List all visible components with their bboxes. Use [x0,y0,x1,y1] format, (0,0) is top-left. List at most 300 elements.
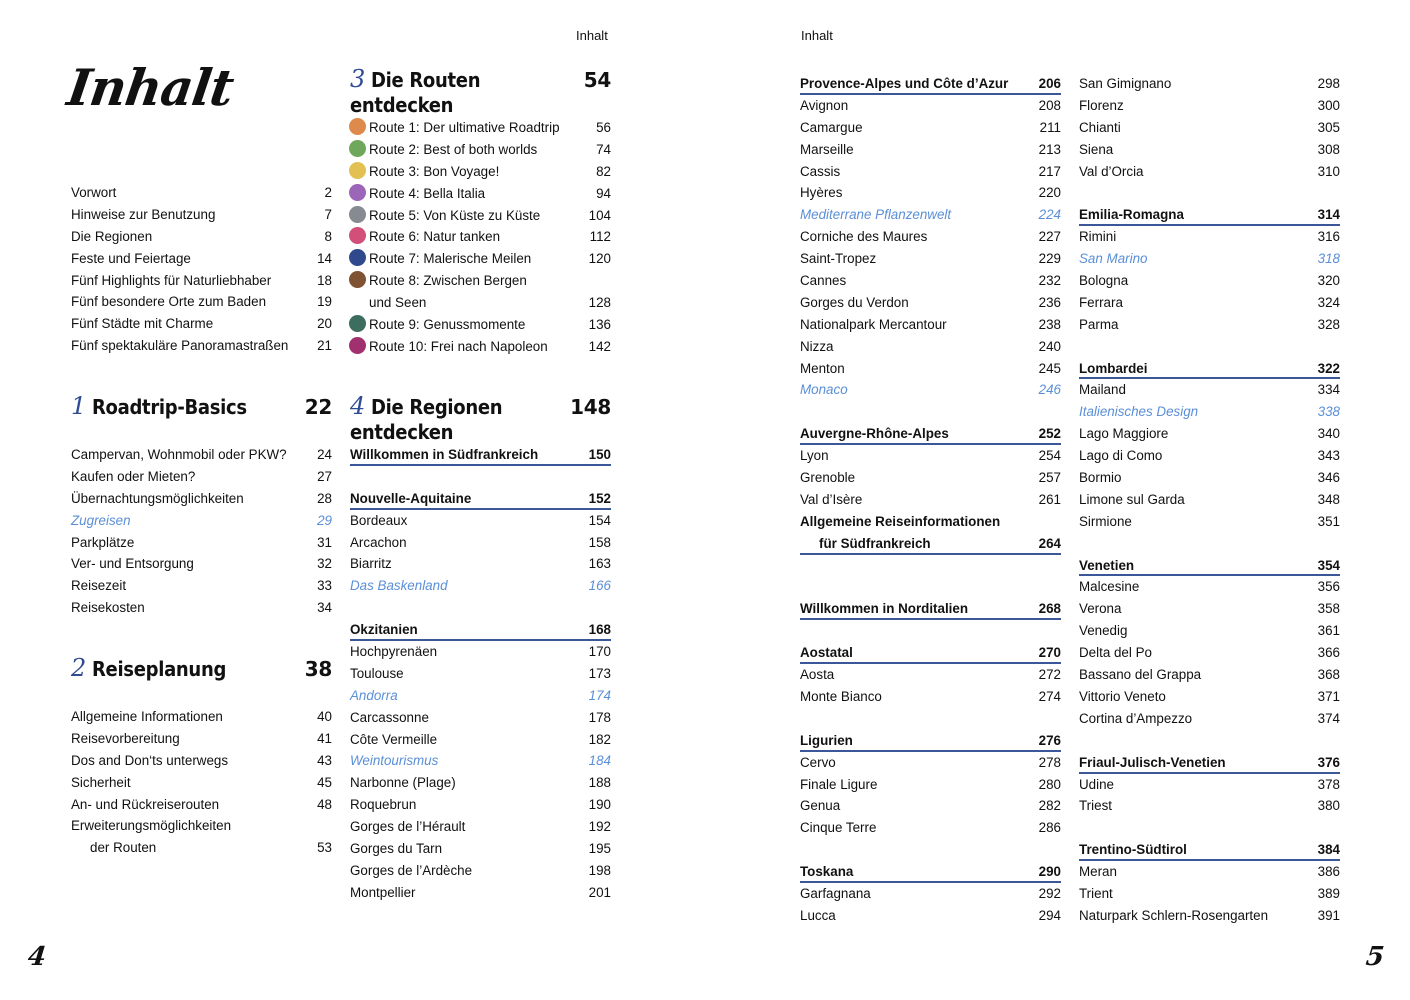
entry-page: 227 [1038,229,1061,245]
entry-page: 224 [1038,207,1061,223]
entry-page: 158 [588,534,611,550]
spacer [1079,817,1340,839]
chapter-2-items [71,706,332,859]
entry-label: Hyères [800,185,843,201]
chapter-1 [71,392,332,619]
toc-entry[interactable] [71,182,332,204]
entry-label: Willkommen in Südfrankreich [350,447,539,462]
toc-entry[interactable] [1079,642,1340,664]
toc-entry[interactable] [350,816,611,838]
chapter-2 [71,654,332,859]
chapter-number: 2 [71,654,86,682]
toc-entry[interactable] [350,117,611,139]
entry-page: 351 [1317,513,1340,529]
entry-page: 190 [588,797,611,813]
toc-entry[interactable] [350,772,611,794]
toc-section-entry[interactable] [350,488,611,510]
entry-label: Willkommen in Norditalien [800,601,969,617]
toc-entry[interactable] [1079,576,1340,598]
chapter-1-items [71,444,332,619]
toc-entry[interactable] [1079,489,1340,511]
entry-page: 252 [1038,426,1061,442]
spacer [800,401,1061,423]
toc-entry[interactable] [800,336,1061,358]
toc-section-entry[interactable] [1079,752,1340,774]
entry-label: Montpellier [350,884,416,900]
toc-entry[interactable] [1079,861,1340,883]
toc-entry[interactable] [800,139,1061,161]
entry-page: 7 [324,206,332,222]
route-label-wrap [350,314,525,336]
toc-entry[interactable] [800,117,1061,139]
entry-page: 280 [1038,776,1061,792]
toc-entry[interactable] [71,597,332,619]
entry-page: 29 [317,512,332,528]
entry-label: Chianti [1079,119,1121,135]
entry-page: 378 [1317,776,1340,792]
toc-entry[interactable] [71,335,332,357]
entry-label: Reisekosten [71,600,145,616]
spacer [1079,336,1340,358]
toc-entry[interactable] [71,313,332,335]
toc-entry[interactable] [350,750,611,772]
chapter-title: Reiseplanung [91,657,227,681]
entry-page: 2 [324,185,332,200]
entry-page: 264 [1038,535,1061,551]
toc-section-entry[interactable] [800,533,1061,555]
entry-page: 41 [317,730,332,746]
toc-entry[interactable] [800,226,1061,248]
toc-entry[interactable] [350,270,611,292]
toc-entry[interactable] [71,706,332,728]
toc-entry[interactable] [1079,795,1340,817]
spacer [350,597,611,619]
toc-section-entry[interactable] [800,730,1061,752]
toc-entry[interactable] [1079,270,1340,292]
toc-entry[interactable] [350,882,611,904]
entry-label: Gorges du Tarn [350,841,443,857]
spacer [800,839,1061,861]
entry-page: 348 [1317,491,1340,507]
toc-entry[interactable] [350,161,611,183]
toc-entry[interactable] [800,248,1061,270]
toc-entry[interactable] [71,510,332,532]
entry-label: Gorges de l’Hérault [350,819,466,835]
entry-label: Monaco [800,382,848,398]
toc-entry[interactable] [1079,905,1340,927]
entry-page: 282 [1038,798,1061,814]
toc-entry[interactable] [800,905,1061,927]
entry-label: und Seen [369,295,427,311]
toc-entry[interactable] [71,575,332,597]
entry-page: 361 [1317,623,1340,639]
chapter-number: 3 [350,65,365,93]
chapter-heading[interactable] [350,392,611,444]
entry-page: 310 [1317,163,1340,179]
entry-page: 274 [1038,688,1061,704]
toc-entry[interactable] [1079,423,1340,445]
entry-label: Corniche des Maures [800,229,928,245]
entry-label: Florenz [1079,97,1124,113]
toc-entry[interactable] [1079,226,1340,248]
entry-label: Meran [1079,864,1117,880]
entry-page: 245 [1038,360,1061,376]
spacer [1079,730,1340,752]
entry-page: 24 [317,447,332,462]
toc-entry[interactable] [1079,139,1340,161]
toc-entry[interactable] [71,204,332,226]
toc-entry[interactable] [1079,292,1340,314]
entry-page: 14 [317,250,332,266]
entry-label: Val d’Orcia [1079,163,1144,179]
entry-label: Vittorio Veneto [1079,688,1166,704]
toc-entry[interactable] [800,161,1061,183]
toc-section-entry[interactable] [800,642,1061,664]
entry-page: 82 [596,163,611,179]
entry-label: Nizza [800,338,834,354]
entry-page: 366 [1317,645,1340,661]
toc-entry[interactable] [350,183,611,205]
entry-label: Aostatal [800,645,853,661]
toc-entry[interactable] [800,445,1061,467]
running-head-left: Inhalt [576,28,608,43]
entry-label: Fünf Städte mit Charme [71,316,214,332]
entry-label: Camargue [800,119,863,135]
entry-label: Route 3: Bon Voyage! [369,163,500,179]
entry-label: Naturpark Schlern-Rosengarten [1079,907,1269,923]
entry-page: 346 [1317,470,1340,486]
entry-label: Lyon [800,448,829,464]
toc-entry[interactable] [71,794,332,816]
entry-label: Das Baskenland [350,578,448,594]
entry-page: 112 [589,229,611,245]
entry-page: 18 [317,272,332,288]
toc-entry[interactable] [71,728,332,750]
toc-section-entry[interactable] [800,423,1061,445]
toc-entry[interactable] [800,511,1061,533]
toc-entry[interactable] [800,467,1061,489]
entry-page: 188 [588,775,611,791]
entry-page: 334 [1317,382,1340,398]
toc-entry[interactable] [350,641,611,663]
toc-entry[interactable] [800,292,1061,314]
chapter-title: Die Regionen entdecken [350,395,503,444]
toc-entry[interactable] [1079,117,1340,139]
toc-entry[interactable] [350,707,611,729]
toc-entry[interactable] [71,270,332,292]
chapter-3 [350,65,611,358]
entry-page: 276 [1038,732,1061,748]
entry-page: 389 [1317,885,1340,901]
route-color-dot-icon [349,162,366,179]
toc-entry[interactable] [800,358,1061,380]
entry-page: 376 [1317,754,1340,770]
entry-label: Fünf Highlights für Naturliebhaber [71,272,272,288]
toc-entry[interactable] [350,729,611,751]
toc-entry[interactable] [350,553,611,575]
chapter-page: 148 [570,395,611,419]
toc-entry[interactable] [800,817,1061,839]
toc-entry[interactable] [71,553,332,575]
toc-entry[interactable] [800,664,1061,686]
route-color-dot-icon [349,140,366,157]
region-list-col-c [800,73,1061,927]
entry-page: 53 [317,840,332,856]
entry-label: Roquebrun [350,797,417,813]
toc-entry[interactable] [71,815,332,837]
toc-section-entry[interactable] [350,619,611,641]
toc-entry[interactable] [350,314,611,336]
toc-entry[interactable] [350,794,611,816]
toc-entry[interactable] [800,314,1061,336]
entry-page: 328 [1317,316,1340,332]
chapter-heading[interactable] [71,392,332,426]
chapter-page: 22 [304,395,332,419]
toc-entry[interactable] [1079,511,1340,533]
entry-page: 152 [588,490,611,506]
toc-entry[interactable] [1079,248,1340,270]
entry-page: 229 [1038,251,1061,267]
entry-page: 320 [1317,273,1340,289]
toc-entry[interactable] [1079,598,1340,620]
entry-page: 28 [317,490,332,506]
toc-entry[interactable] [71,466,332,488]
entry-label: Côte Vermeille [350,731,438,747]
toc-entry[interactable] [350,685,611,707]
toc-entry[interactable] [71,772,332,794]
entry-page: 384 [1317,842,1340,858]
entry-page: 173 [588,665,611,681]
toc-entry[interactable] [800,752,1061,774]
entry-label: Grenoble [800,470,856,486]
entry-page: 201 [588,884,611,900]
entry-label: Toulouse [350,665,404,681]
entry-label: Cannes [800,273,847,289]
entry-page: 170 [588,644,611,660]
entry-label: Route 9: Genussmomente [369,317,526,333]
entry-label: Finale Ligure [800,776,878,792]
entry-page: 217 [1038,163,1061,179]
entry-label: Marseille [800,141,854,157]
toc-entry[interactable] [71,532,332,554]
entry-label: Vorwort [71,185,117,200]
route-color-dot-icon [349,337,366,354]
entry-label: Val d’Isère [800,491,863,507]
toc-entry[interactable] [71,488,332,510]
entry-label: Bassano del Grappa [1079,667,1202,683]
entry-page: 34 [317,600,332,616]
toc-entry[interactable] [800,686,1061,708]
toc-entry[interactable] [1079,620,1340,642]
toc-entry[interactable] [800,795,1061,817]
entry-label: Cassis [800,163,841,179]
toc-section-entry[interactable] [800,73,1061,95]
toc-entry[interactable] [350,292,611,314]
toc-entry[interactable] [350,838,611,860]
toc-entry[interactable] [71,837,332,859]
entry-page: 213 [1038,141,1061,157]
entry-page: 19 [317,294,332,310]
toc-section-entry[interactable] [1079,358,1340,380]
entry-label: Saint-Tropez [800,251,877,267]
toc-entry[interactable] [1079,686,1340,708]
toc-entry[interactable] [1079,467,1340,489]
entry-page: 142 [588,338,611,354]
toc-entry[interactable] [350,139,611,161]
entry-page: 40 [317,709,332,724]
toc-entry[interactable] [1079,774,1340,796]
toc-entry[interactable] [350,248,611,270]
entry-label: Parkplätze [71,534,135,550]
toc-entry[interactable] [1079,883,1340,905]
toc-entry[interactable] [800,379,1061,401]
toc-entry[interactable] [800,883,1061,905]
route-list [350,117,611,358]
entry-page: 338 [1317,404,1340,420]
entry-label: Dos and Don‘ts unterwegs [71,752,229,768]
entry-label: Bormio [1079,470,1122,486]
toc-section-entry[interactable] [800,598,1061,620]
entry-label: Menton [800,360,845,376]
entry-label: Italienisches Design [1079,404,1199,420]
toc-entry[interactable] [1079,445,1340,467]
entry-page: 206 [1038,76,1061,91]
entry-page: 195 [588,841,611,857]
entry-label: Feste und Feiertage [71,250,191,266]
entry-label: Verona [1079,601,1122,617]
entry-page: 391 [1317,907,1340,923]
chapter-heading[interactable] [71,654,332,688]
entry-page: 168 [588,622,611,638]
toc-entry[interactable] [1079,664,1340,686]
toc-entry[interactable] [71,291,332,313]
entry-page: 292 [1038,885,1061,901]
entry-page: 236 [1038,294,1061,310]
toc-entry[interactable] [350,336,611,358]
toc-entry[interactable] [71,248,332,270]
route-label-wrap [350,161,499,183]
entry-page: 182 [588,731,611,747]
route-color-dot-icon [349,206,366,223]
entry-label: Allgemeine Reiseinformationen [800,513,1001,529]
toc-entry[interactable] [1079,401,1340,423]
entry-page: 294 [1038,907,1061,923]
toc-entry[interactable] [350,226,611,248]
entry-page: 136 [588,317,611,333]
entry-label: Cervo [800,754,836,770]
toc-entry[interactable] [350,575,611,597]
entry-page: 268 [1038,601,1061,617]
entry-page: 386 [1317,864,1340,880]
entry-page: 8 [324,228,332,244]
toc-entry[interactable] [1079,161,1340,183]
toc-section-entry[interactable] [1079,555,1340,577]
toc-entry[interactable] [800,270,1061,292]
entry-page: 174 [588,687,611,703]
toc-entry[interactable] [350,510,611,532]
entry-label: Route 5: Von Küste zu Küste [369,207,541,223]
spacer [800,555,1061,577]
route-label-wrap [350,226,500,248]
entry-label: Andorra [350,687,398,703]
toc-entry[interactable] [1079,314,1340,336]
entry-page: 324 [1317,294,1340,310]
spacer [800,576,1061,598]
route-label-wrap [350,117,560,139]
entry-label: Delta del Po [1079,645,1152,661]
entry-label: der Routen [90,840,157,856]
entry-label: Route 7: Malerische Meilen [369,251,532,267]
entry-label: Avignon [800,97,849,113]
toc-entry[interactable] [800,489,1061,511]
toc-section-entry[interactable] [1079,204,1340,226]
entry-label: Übernachtungsmöglichkeiten [71,490,244,506]
entry-label: Ligurien [800,732,853,748]
entry-label: Bordeaux [350,512,408,528]
entry-label: Malcesine [1079,579,1140,595]
entry-page: 308 [1317,141,1340,157]
route-label-wrap [350,248,531,270]
toc-entry[interactable] [800,774,1061,796]
entry-page: 318 [1317,251,1340,267]
entry-label: Limone sul Garda [1079,491,1185,507]
entry-label: San Gimignano [1079,76,1172,91]
entry-label: San Marino [1079,251,1148,267]
toc-entry[interactable] [1079,379,1340,401]
entry-page: 166 [588,578,611,594]
toc-entry[interactable] [71,226,332,248]
entry-page: 128 [588,295,611,311]
entry-label: Route 2: Best of both worlds [369,141,538,157]
toc-entry[interactable] [1079,95,1340,117]
entry-label: Hinweise zur Benutzung [71,206,216,222]
toc-entry[interactable] [350,532,611,554]
entry-label: Genua [800,798,841,814]
toc-entry[interactable] [350,663,611,685]
entry-page: 32 [317,556,332,572]
entry-label: Narbonne (Plage) [350,775,456,791]
toc-entry[interactable] [800,204,1061,226]
entry-label: Die Regionen [71,228,153,244]
entry-label: Mailand [1079,382,1126,398]
toc-entry[interactable] [71,444,332,466]
toc-entry[interactable] [71,750,332,772]
toc-entry[interactable] [1079,73,1340,95]
entry-label: Provence-Alpes und Côte d’Azur [800,76,1009,91]
entry-label: Auvergne-Rhône-Alpes [800,426,949,442]
entry-label: Ver- und Entsorgung [71,556,194,572]
toc-entry[interactable] [1079,708,1340,730]
entry-label: Toskana [800,864,854,880]
toc-section-entry[interactable] [1079,839,1340,861]
entry-label: Nationalpark Mercantour [800,316,947,332]
toc-section-entry[interactable] [800,861,1061,883]
entry-label: Campervan, Wohnmobil oder PKW? [71,447,287,462]
entry-label: Nouvelle-Aquitaine [350,490,472,506]
chapter-number: 1 [71,392,86,420]
toc-entry[interactable] [350,205,611,227]
route-color-dot-icon [349,184,366,201]
entry-label: Sirmione [1079,513,1132,529]
toc-entry[interactable] [800,95,1061,117]
entry-label: Gorges du Verdon [800,294,909,310]
entry-page: 354 [1317,557,1340,573]
toc-section-entry[interactable] [350,444,611,466]
toc-entry[interactable] [350,860,611,882]
chapter-heading[interactable] [350,65,611,117]
toc-entry[interactable] [800,182,1061,204]
entry-page: 261 [1038,491,1061,507]
